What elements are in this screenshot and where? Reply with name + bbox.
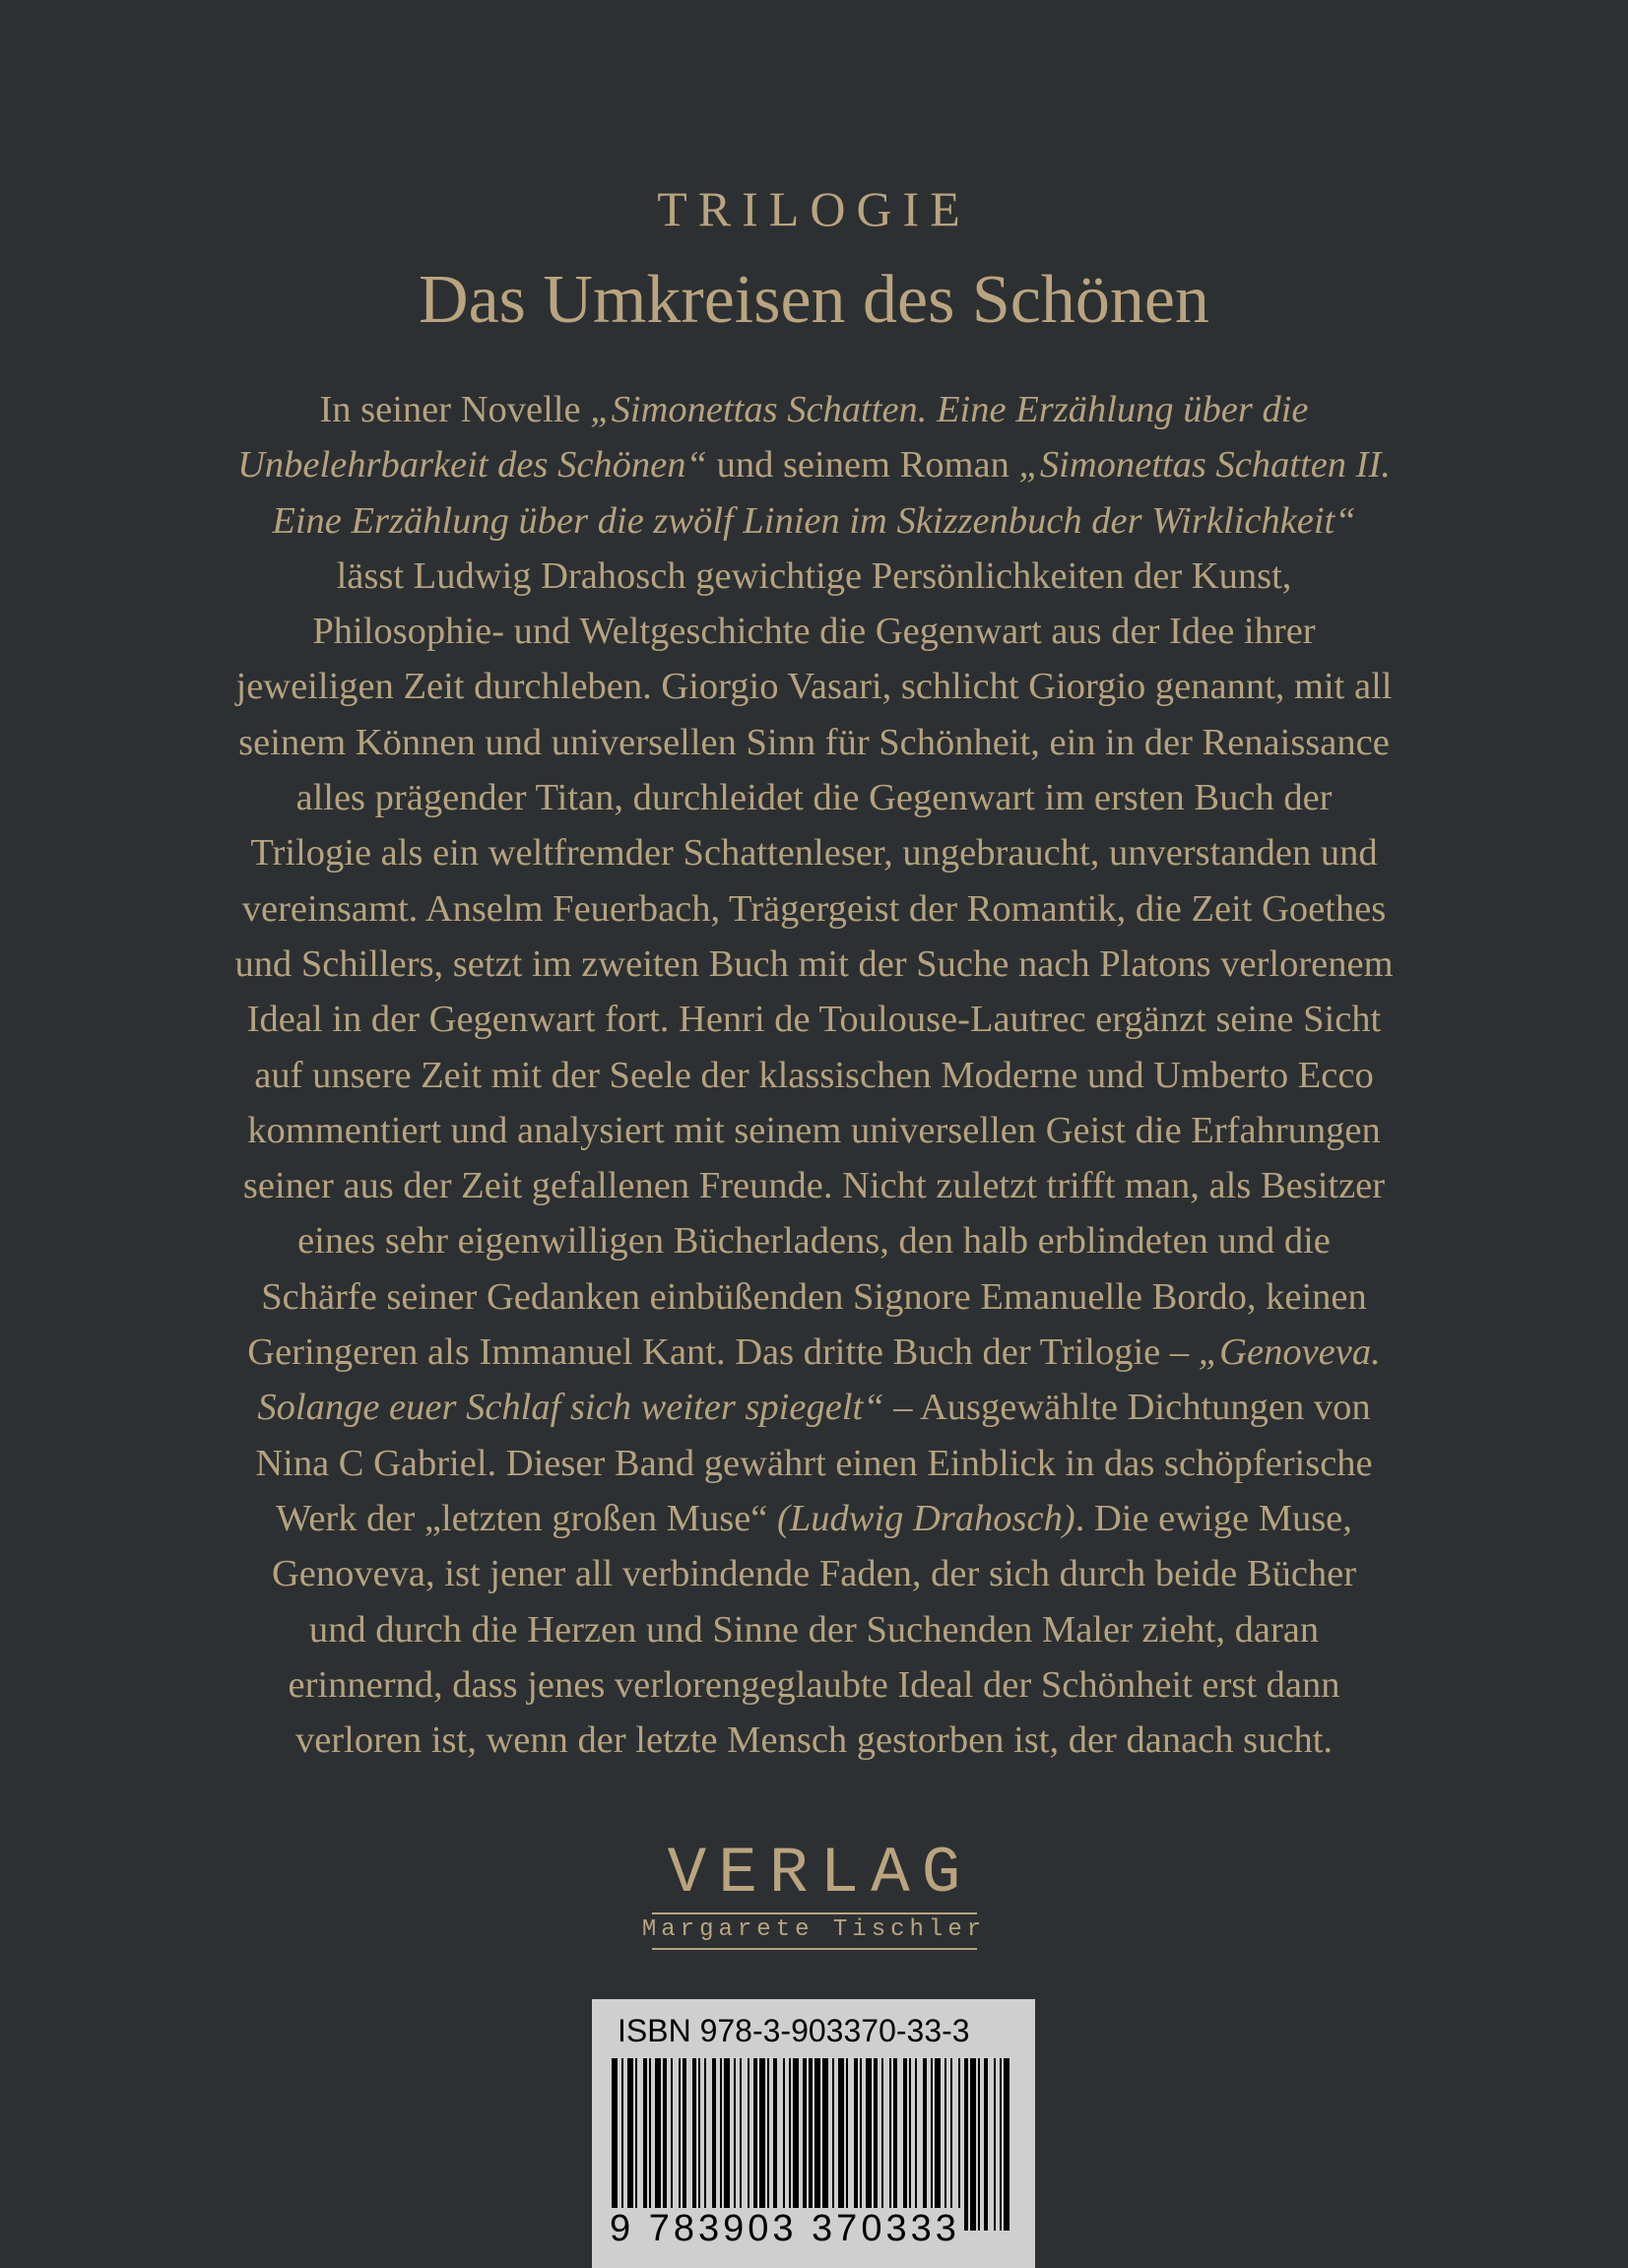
blurb-line bbox=[118, 770, 1510, 825]
blurb-run: Werk der „letzten großen Muse“ bbox=[276, 1497, 778, 1539]
blurb-run: erinnernd, dass jenes verlorengeglaubte Ideal der Schönheit erst dann bbox=[288, 1663, 1340, 1706]
blurb-run: seinem Können und universellen Sinn für Schönheit, ein in der Renaissance bbox=[238, 721, 1390, 763]
blurb-run: Genoveva, ist jener all verbindende Faden, der sich durch beide Bücher bbox=[271, 1553, 1357, 1595]
isbn-label: ISBN 978-3-903370-33-3 bbox=[618, 2013, 970, 2048]
blurb-run: kommentiert und analysiert mit seinem universellen Geist die Erfahrungen bbox=[247, 1109, 1381, 1151]
blurb-run: Ideal in der Gegenwart fort. Henri de Toulouse-Lautrec ergänzt seine Sicht bbox=[246, 999, 1382, 1041]
blurb-run: lässt Ludwig Drahosch gewichtige Persönlichkeiten der Kunst, bbox=[336, 554, 1292, 597]
blurb-run: eines sehr eigenwilligen Bücherladens, den halb erblindeten und die bbox=[297, 1220, 1331, 1263]
blurb-italic-run: „Genoveva. bbox=[1198, 1331, 1381, 1374]
blurb-line bbox=[118, 493, 1510, 549]
publisher-name: VERLAG bbox=[667, 1837, 973, 1911]
barcode-icon bbox=[612, 2058, 1015, 2231]
barcode-box bbox=[592, 1999, 1035, 2268]
blurb-run: . Die ewige Muse, bbox=[1074, 1497, 1352, 1539]
blurb-line bbox=[118, 1657, 1510, 1713]
blurb-line bbox=[118, 1213, 1510, 1268]
blurb-run: vereinsamt. Anselm Feuerbach, Trägergeist der Romantik, die Zeit Goethes bbox=[241, 887, 1387, 930]
publisher-logo bbox=[0, 1837, 1628, 1950]
blurb-italic-run: „Simonettas Schatten. Eine Erzählung über die bbox=[590, 389, 1309, 430]
blurb-run: In seiner Novelle bbox=[319, 389, 591, 430]
blurb-run: – Ausgewählte Dichtungen von bbox=[883, 1387, 1371, 1429]
blurb-italic-run: Eine Erzählung über die zwölf Linien im Skizzenbuch der Wirklichkeit“ bbox=[272, 499, 1356, 542]
blurb-italic-run: Unbelehrbarkeit des Schönen“ bbox=[237, 444, 707, 486]
blurb-run: jeweiligen Zeit durchleben. Giorgio Vasari, schlicht Giorgio genannt, mit all bbox=[235, 666, 1393, 708]
blurb-line bbox=[118, 1048, 1510, 1103]
blurb-italic-run: (Ludwig Drahosch) bbox=[777, 1497, 1075, 1539]
blurb-run: Philosophie- und Weltgeschichte die Gegenwart aus der Idee ihrer bbox=[312, 611, 1316, 653]
blurb-line bbox=[118, 1380, 1510, 1435]
blurb-line bbox=[118, 549, 1510, 604]
blurb-text bbox=[118, 382, 1510, 1768]
publisher-subtitle: Margarete Tischler bbox=[641, 1916, 987, 1943]
blurb-run: seiner aus der Zeit gefallenen Freunde. Nicht zuletzt trifft man, als Besitzer bbox=[242, 1165, 1386, 1207]
blurb-run: und seinem Roman bbox=[706, 444, 1019, 486]
publisher-rule-bottom bbox=[652, 1948, 977, 1950]
blurb-line bbox=[118, 604, 1510, 659]
blurb-line bbox=[118, 825, 1510, 880]
blurb-line bbox=[118, 992, 1510, 1047]
blurb-line bbox=[118, 715, 1510, 770]
blurb-line bbox=[118, 1103, 1510, 1158]
blurb-line bbox=[118, 1436, 1510, 1491]
blurb-line bbox=[118, 881, 1510, 937]
barcode-digits: 9 783903 370333 bbox=[610, 2208, 964, 2250]
blurb-run: und Schillers, setzt im zweiten Buch mit der Suche nach Platons verlorenem bbox=[234, 942, 1394, 985]
blurb-run: Trilogie als ein weltfremder Schattenleser, ungebraucht, unverstanden und bbox=[250, 832, 1378, 875]
blurb-run: Nina C Gabriel. Dieser Band gewährt einen Einblick in das schöpferische bbox=[255, 1442, 1373, 1484]
blurb-line bbox=[118, 1491, 1510, 1546]
blurb-run: Geringeren als Immanuel Kant. Das dritte Buch der Trilogie – bbox=[247, 1331, 1199, 1374]
series-title: Das Umkreisen des Schönen bbox=[419, 262, 1209, 338]
blurb-line bbox=[118, 1269, 1510, 1325]
blurb-line bbox=[118, 437, 1510, 492]
blurb-line bbox=[118, 1602, 1510, 1657]
blurb-line bbox=[118, 1158, 1510, 1213]
blurb-italic-run: „Simonettas Schatten II. bbox=[1018, 444, 1391, 486]
blurb-line bbox=[118, 1325, 1510, 1380]
blurb-line bbox=[118, 1713, 1510, 1768]
blurb-run: Schärfe seiner Gedanken einbüßenden Signore Emanuelle Bordo, keinen bbox=[261, 1275, 1367, 1318]
blurb-run: und durch die Herzen und Sinne der Suchenden Maler zieht, daran bbox=[308, 1608, 1320, 1651]
blurb-line bbox=[118, 1546, 1510, 1601]
blurb-line bbox=[118, 937, 1510, 992]
blurb-run: verloren ist, wenn der letzte Mensch gestorben ist, der danach sucht. bbox=[294, 1719, 1334, 1762]
blurb-line bbox=[118, 382, 1510, 437]
blurb-italic-run: Solange euer Schlaf sich weiter spiegelt“ bbox=[257, 1387, 884, 1429]
blurb-line bbox=[118, 659, 1510, 714]
series-label: TRILOGIE bbox=[657, 181, 971, 236]
blurb-run: alles prägender Titan, durchleidet die Gegenwart im ersten Buch der bbox=[295, 777, 1333, 819]
blurb-run: auf unsere Zeit mit der Seele der klassischen Moderne und Umberto Ecco bbox=[254, 1054, 1374, 1096]
